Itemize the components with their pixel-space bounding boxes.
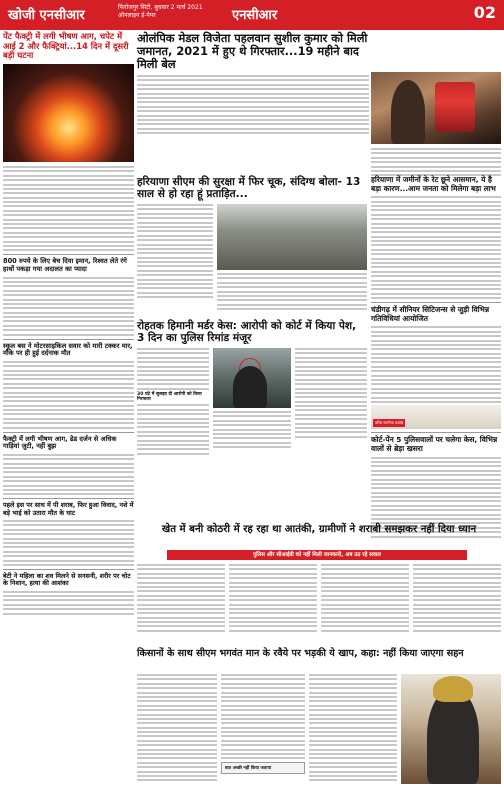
cm-bhagwant-mann-photo bbox=[401, 674, 501, 784]
lead-headline: ओलंपिक मेडल विजेता पहलवान सुशील कुमार को मिली जमानत, 2021 में हुए थे गिरफ्तार...19 महीने बाद मिली बेल bbox=[137, 31, 368, 71]
right-story3-headline: कोर्ट-पेंन 5 पुलिसवालों पर चलेगा केस, विभिन्न वालों से ब्रेड़ा खसरा bbox=[371, 435, 498, 453]
mid-story5-headline: किसानों के साथ सीएम भगवंत मान के रवैये पर भड़की ये खाप, कहा: नहीं किया जाएगा सहन bbox=[137, 648, 464, 659]
mid-story5-body bbox=[137, 674, 501, 784]
left-story2-body bbox=[3, 277, 134, 336]
mid-story3 bbox=[137, 320, 367, 457]
fire-photo bbox=[3, 64, 134, 162]
senior-citizens-photo bbox=[371, 405, 501, 429]
mid-story2-headline: हरियाणा सीएम की सुरक्षा में फिर चूक, संदिग्ध बोला- 13 साल से हो रहा हूं प्रताड़ित... bbox=[137, 176, 361, 200]
left-story5-body bbox=[3, 520, 134, 566]
masthead-bar bbox=[0, 0, 504, 30]
mid-story4 bbox=[137, 524, 501, 536]
left-story6-body bbox=[3, 591, 134, 615]
right-story1-headline: हरियाणा में जमीनों के रेट छूने आसमान, ये है बड़ा कारण...आम जनता को मिलेगा बड़ा लाभ bbox=[371, 175, 496, 193]
page-number: 02 bbox=[473, 3, 496, 22]
right-column bbox=[371, 176, 501, 540]
left-story3-headline: स्कूल बस ने मोटरसाइकिल सवार को मारी टक्कर मार, मौके पर ही हुई दर्दनाक मौत bbox=[3, 341, 133, 358]
cm-security-photo bbox=[217, 204, 367, 270]
left-story1-body bbox=[3, 166, 134, 251]
mid-story3-box-title: 30 घंटे में सुलझा दी आरोपी को किया गिरफ्तार bbox=[137, 391, 202, 403]
left-story5-headline: पहले इस पर साथ में पी शराब, फिर हुआ विवाद, नशे में बड़े भाई को उतारा मौत के घाट bbox=[3, 501, 134, 517]
mid-story3-headline: रोहतक हिमानी मर्डर केस: आरोपी को कोर्ट में किया पेश, 3 दिन का पुलिस रिमांड मंजूर bbox=[137, 320, 357, 344]
arrest-photo bbox=[213, 348, 291, 408]
section-name: एनसीआर bbox=[232, 8, 278, 23]
mid-story5 bbox=[137, 648, 501, 659]
left-story4-headline: फैक्ट्री में लगी भीषण आग, ढेड दर्जन से अधिक गाड़ियां जुटी, नहीं बुझ bbox=[3, 434, 117, 451]
mid-story2 bbox=[137, 176, 367, 313]
mid-story4-banner: पुलिस और सीआईडी को नहीं मिली जानकारी, अब उठ रहे सवाल bbox=[167, 550, 467, 560]
lead-story bbox=[137, 32, 369, 136]
mid-story5-box bbox=[221, 762, 305, 774]
left-story2-headline: 800 रुपये के लिए बेच दिया इमान, रिश्वत लेते रंगे हाथों पकड़ा गया अदालत का प्यादा bbox=[3, 257, 127, 273]
left-story1-headline: पेंट फैक्ट्री में लगी भीषण आग, चपेट में आई 2 और फैक्ट्रियां...14 दिन में दूसरी बड़ी घटना bbox=[3, 31, 129, 61]
mid-story4-body bbox=[137, 564, 501, 634]
dateline-date: फिरोजपुर सिटी, बुधवार 2 मार्च 2021 bbox=[118, 4, 203, 11]
senior-citizens-caption: वरिष्ठ नागरिक प्रकोष्ठ bbox=[375, 420, 404, 426]
left-story6-headline: बेटी ने महिला का शव मिलने से सनसनी, शरीर पर चोट के निशान, हत्या की आशंका bbox=[3, 571, 131, 588]
mid-story5-box-title: बात अच्छी नहीं किया जताया bbox=[225, 765, 272, 771]
wrestler-photo bbox=[371, 72, 501, 144]
dateline-edition: ऑनलाइन ई-पेपर bbox=[118, 12, 156, 19]
mid-story4-headline: खेत में बनी कोठरी में रह रहा था आतंकी, ग्रामीणों ने शराबी समझकर नहीं दिया ध्यान bbox=[161, 524, 477, 535]
left-column bbox=[3, 32, 134, 798]
paper-name: खोजी एनसीआर bbox=[8, 8, 85, 23]
left-story4-body bbox=[3, 454, 134, 496]
lead-body bbox=[137, 75, 369, 134]
right-story2-headline: चंडीगढ़ में सीनियर सिटिजन्स से जुड़ी विभिन्न गतिविधियां आयोजित bbox=[371, 305, 490, 323]
left-story3-body bbox=[3, 361, 134, 429]
